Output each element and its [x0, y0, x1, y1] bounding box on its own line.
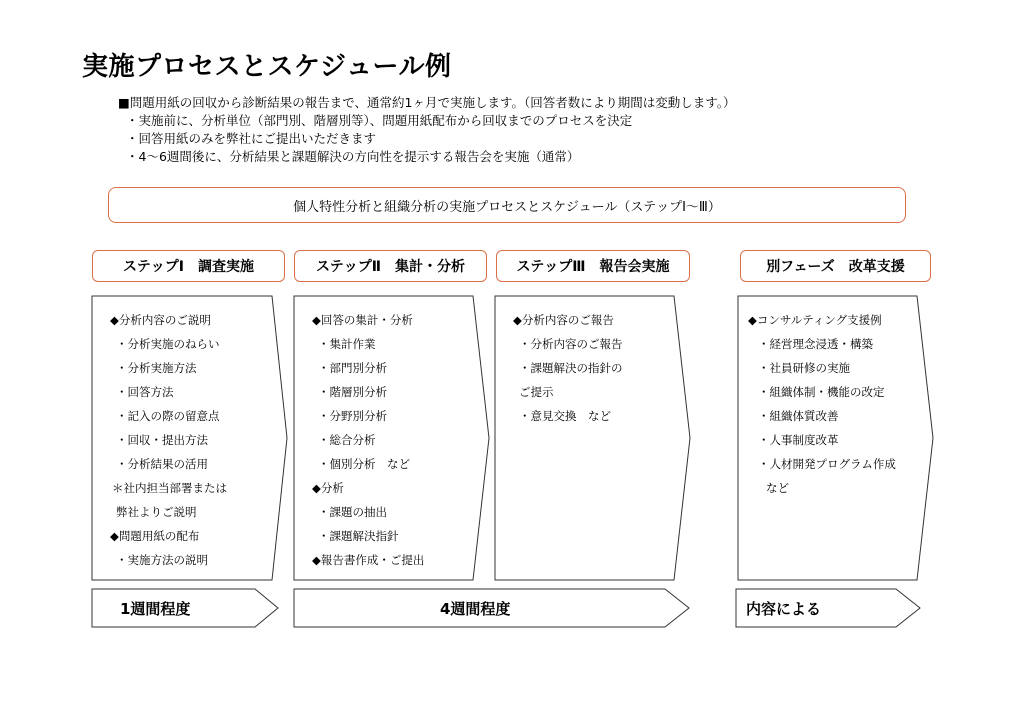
step2-heading: ステップⅡ 集計・分析 [294, 250, 487, 282]
list-item: ・社員研修の実施 [758, 361, 850, 375]
duration-1: 1週間程度 [120, 600, 191, 618]
duration-2: 4週間程度 [440, 600, 511, 618]
step1-heading: ステップⅠ 調査実施 [92, 250, 285, 282]
list-item: ・分析内容のご報告 [519, 337, 623, 351]
list-item: ・部門別分析 [318, 361, 387, 375]
list-item: ◆分析 [312, 481, 344, 495]
list-item: ・分析実施方法 [116, 361, 197, 375]
duration-3: 内容による [746, 600, 822, 618]
list-item: ・回答方法 [116, 385, 174, 399]
list-item: ・集計作業 [318, 337, 376, 351]
list-item: ・総合分析 [318, 433, 376, 447]
step1-list [110, 308, 227, 572]
step2-list [312, 308, 424, 572]
step3-heading: ステップⅢ 報告会実施 [496, 250, 690, 282]
phase-heading: 別フェーズ 改革支援 [740, 250, 931, 282]
list-item: ・個別分析 など [318, 457, 410, 471]
list-item: ・意見交換 など [519, 409, 611, 423]
list-item: ◆分析内容のご説明 [110, 313, 211, 327]
list-item: ・回収・提出方法 [116, 433, 208, 447]
list-item: ・実施方法の説明 [116, 553, 208, 567]
intro-line: ■問題用紙の回収から診断結果の報告まで、通常約1ヶ月で実施します。（回答者数により期間は変動します。） [118, 95, 736, 110]
list-item: ・分析実施のねらい [116, 337, 220, 351]
list-item: ・組織体質改善 [758, 409, 839, 423]
list-item: ・課題解決指針 [318, 529, 399, 543]
list-item: など [766, 481, 789, 495]
list-item: ・階層別分析 [318, 385, 387, 399]
intro-line: ・回答用紙のみを弊社にご提出いただきます [126, 131, 377, 146]
list-item: ◆コンサルティング支援例 [748, 313, 882, 327]
list-item: ◆分析内容のご報告 [513, 313, 614, 327]
list-item: 弊社よりご説明 [116, 505, 197, 519]
list-item: ・経営理念浸透・構築 [758, 337, 873, 351]
list-item: ◆報告書作成・ご提出 [312, 553, 425, 567]
list-item: ・分野別分析 [318, 409, 387, 423]
intro-line: ・4～6週間後に、分析結果と課題解決の方向性を提示する報告会を実施（通常） [126, 149, 580, 164]
list-item: ・人材開発プログラム作成 [758, 457, 896, 471]
list-item: ◆回答の集計・分析 [312, 313, 413, 327]
list-item: ・課題解決の指針の [519, 361, 623, 375]
list-item: ＊社内担当部署または [112, 481, 227, 495]
phase-list [748, 308, 896, 500]
step3-list [513, 308, 623, 428]
list-item: ・人事制度改革 [758, 433, 839, 447]
list-item: ◆問題用紙の配布 [110, 529, 200, 543]
process-banner: 個人特性分析と組織分析の実施プロセスとスケジュール（ステップⅠ～Ⅲ） [108, 187, 906, 223]
list-item: ・記入の際の留意点 [116, 409, 220, 423]
list-item: ・分析結果の活用 [116, 457, 208, 471]
list-item: ・課題の抽出 [318, 505, 387, 519]
list-item: ご提示 [519, 385, 554, 399]
page-title: 実施プロセスとスケジュール例 [82, 52, 452, 82]
intro-line: ・実施前に、分析単位（部門別、階層別等）、問題用紙配布から回収までのプロセスを決定 [126, 113, 633, 128]
list-item: ・組織体制・機能の改定 [758, 385, 885, 399]
